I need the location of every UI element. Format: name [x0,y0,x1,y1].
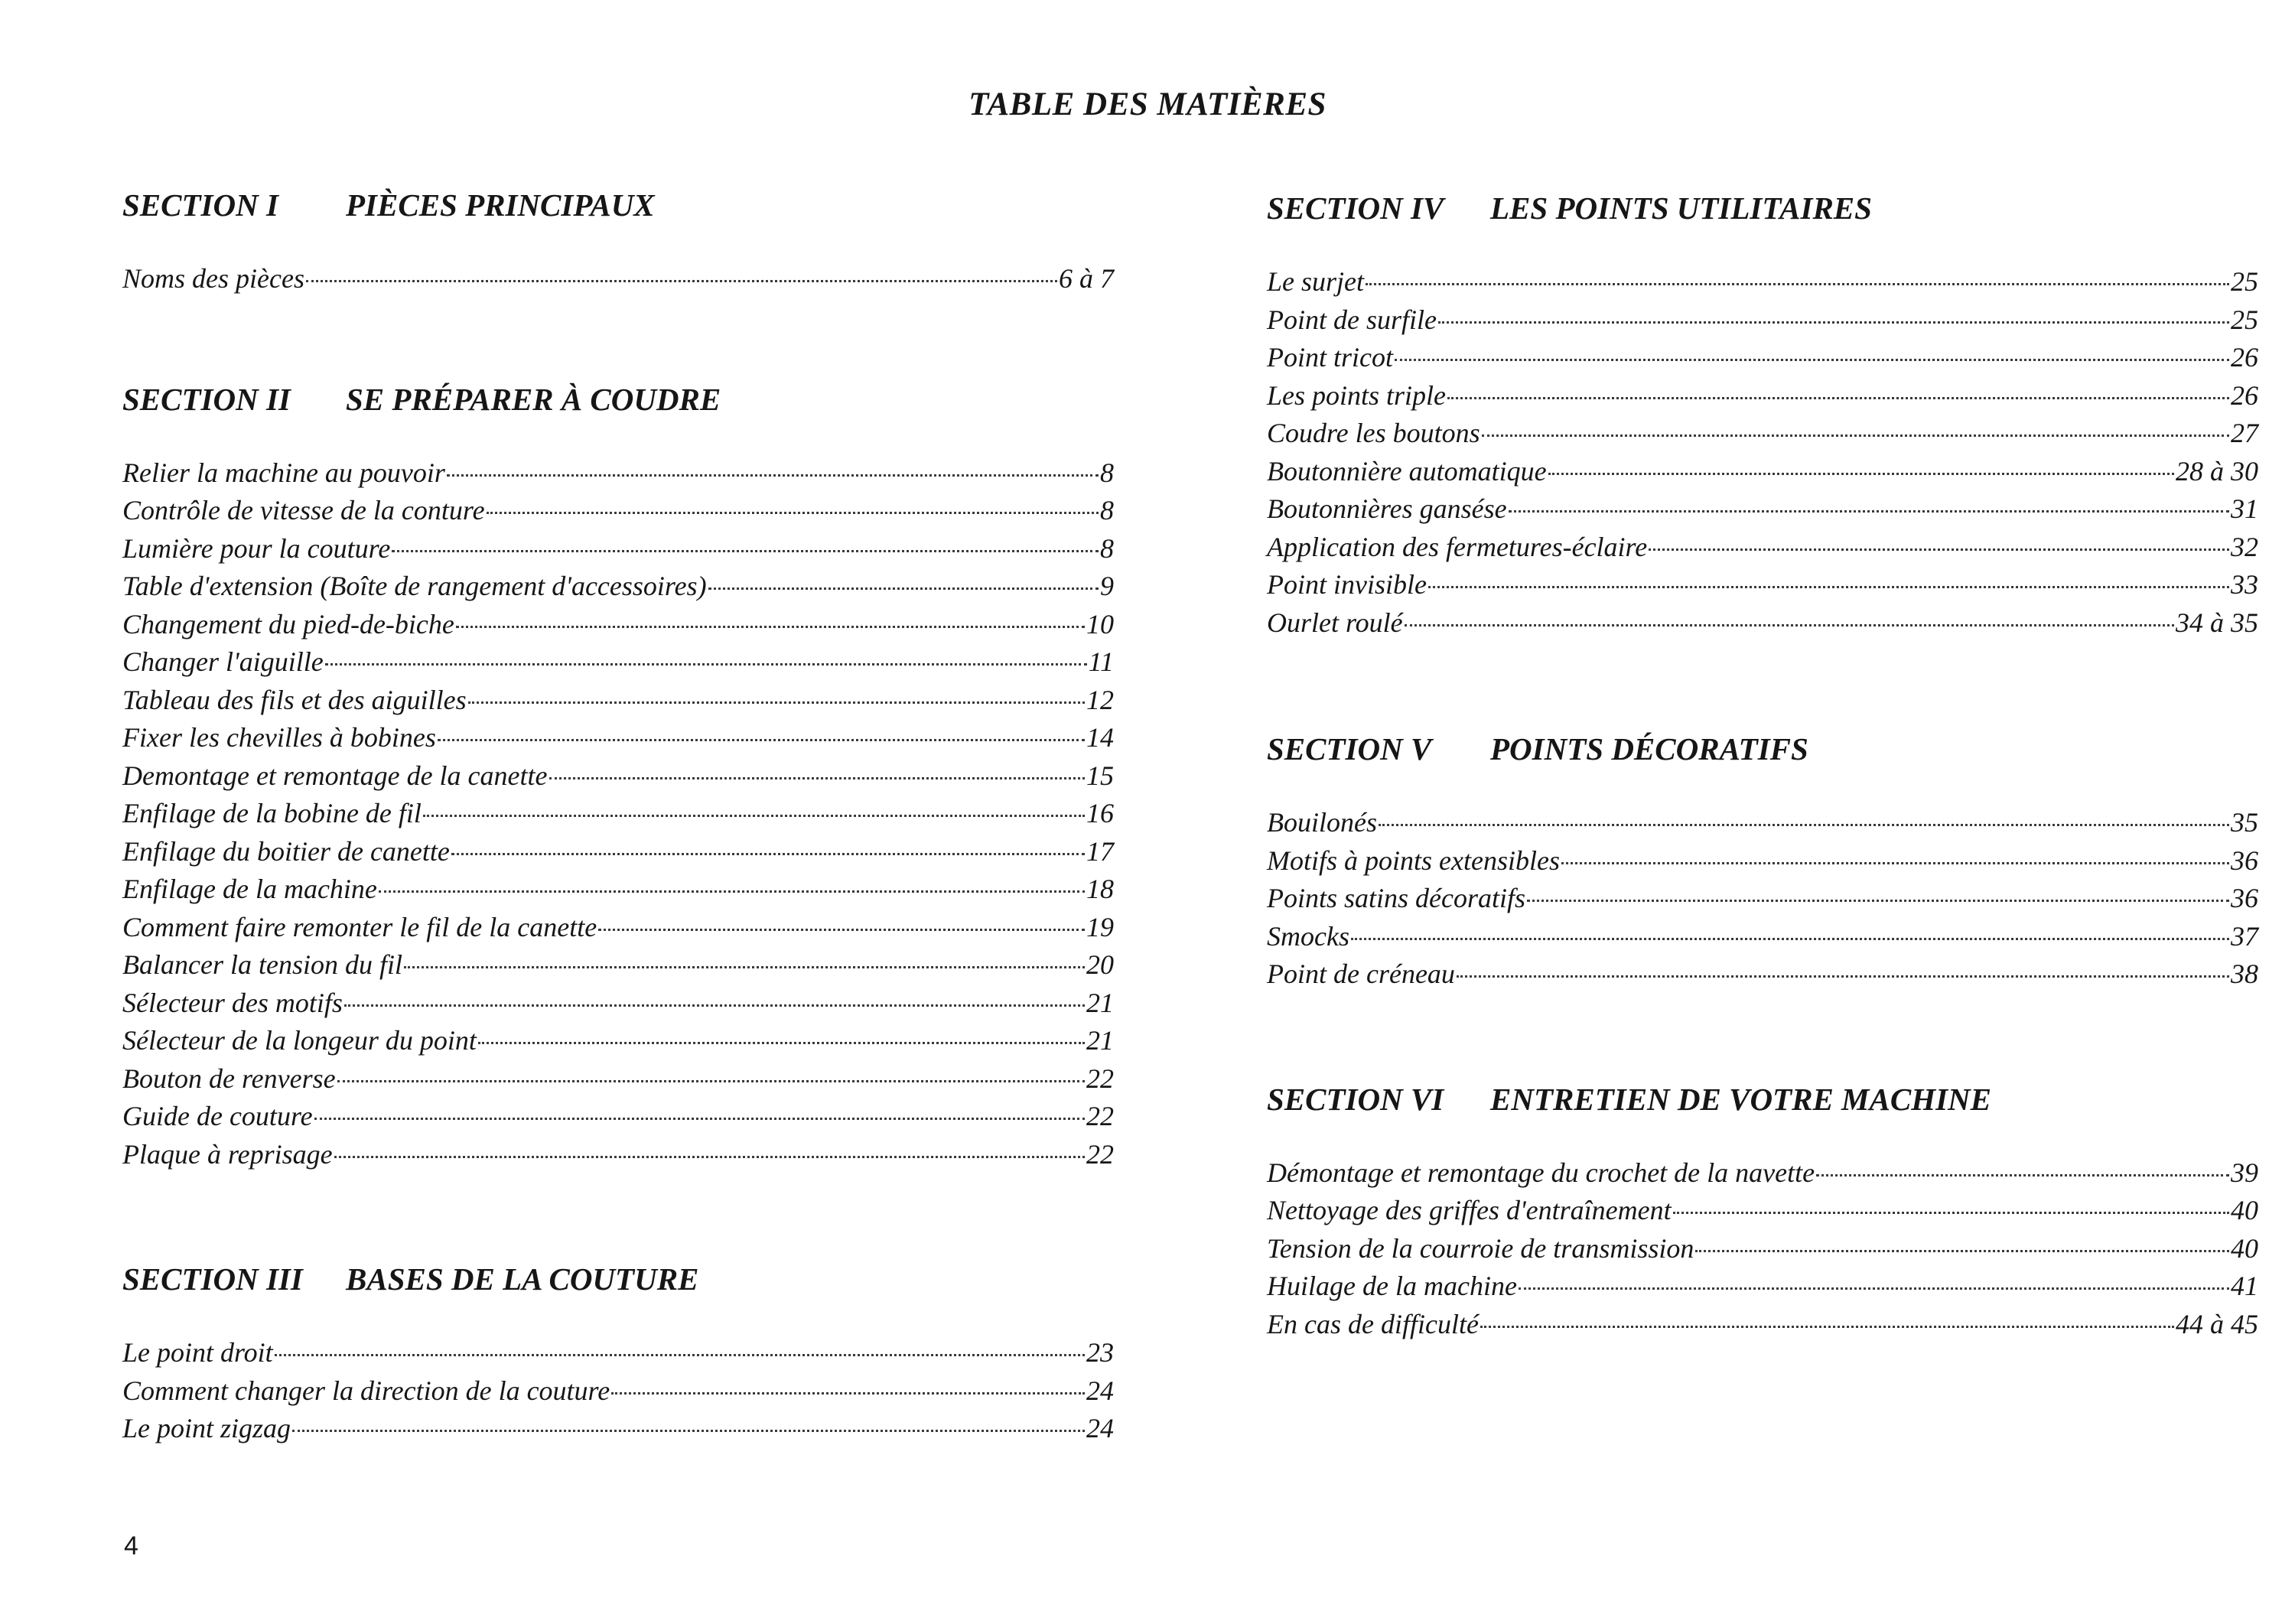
toc-entry-page: 12 [1086,684,1114,715]
dot-leader [379,890,1085,893]
page-number: 4 [124,1531,138,1561]
toc-entry-page: 37 [2231,920,2258,952]
toc-entry-page: 36 [2231,883,2258,913]
section-name: LES POINTS UTILITAIRES [1490,190,1872,226]
toc-entry-label: Enfilage de la machine [122,874,377,904]
toc-entry-page: 28 à 30 [2176,455,2258,487]
section-spacer [122,1173,1114,1256]
toc-entry [1267,880,2258,918]
toc-entry-page: 22 [1086,1063,1114,1094]
toc-entry-page: 41 [2231,1271,2258,1301]
toc-entry-page: 18 [1086,874,1114,904]
toc-entry-label: Coudre les boutons [1267,418,1480,448]
dot-leader [334,1156,1085,1158]
toc-entry-page: 21 [1086,987,1114,1018]
toc-entry [122,1334,1114,1372]
toc-section [122,1256,1114,1448]
toc-entry-label: Plaque à reprisage [122,1138,333,1170]
toc-entry [1267,263,2258,301]
toc-entry-page: 10 [1086,608,1114,640]
dot-leader [468,701,1085,704]
toc-entry-page: 11 [1088,646,1114,677]
toc-entry [122,492,1114,530]
section-heading [122,182,1114,228]
toc-entry-page: 39 [2231,1157,2258,1188]
dot-leader [1561,862,2229,864]
dot-leader [1695,1250,2229,1252]
toc-entry-label: Contrôle de vitesse de la conture [122,495,485,526]
toc-entry-label: Fixer les chevilles à bobines [122,722,436,753]
toc-entry-page: 19 [1086,911,1114,942]
dot-leader [478,1042,1085,1044]
toc-entry-page: 38 [2231,958,2258,989]
dot-leader [325,663,1087,666]
toc-entry-page: 24 [1086,1413,1114,1443]
section-name: POINTS DÉCORATIFS [1490,731,1808,766]
toc-entry-label: Motifs à points extensibles [1267,845,1560,876]
toc-entry-label: Boutonnières gansése [1267,493,1507,524]
toc-entry [122,909,1114,947]
section-name: BASES DE LA COUTURE [346,1261,699,1297]
toc-section [122,376,1114,1174]
section-spacer [1267,994,2258,1076]
section-heading [1267,1076,2258,1122]
toc-entry [1267,1268,2258,1306]
toc-entry-page: 35 [2231,807,2258,838]
dot-leader [1673,1212,2229,1214]
toc-entry-page: 25 [2231,304,2258,335]
toc-entry-label: Point invisible [1267,569,1427,600]
dot-leader [1379,824,2229,826]
section-name: SE PRÉPARER À COUDRE [346,381,721,417]
toc-entry [122,795,1114,833]
toc-entry-label: Le point droit [122,1337,273,1368]
section-number: SECTION IV [1267,190,1444,226]
toc-right-column [1267,185,2258,1343]
section-spacer [1267,642,2258,726]
dot-leader [598,929,1085,931]
page-title: TABLE DES MATIÈRES [968,86,1327,122]
toc-entry [122,1022,1114,1060]
toc-entry-label: Noms des pièces [122,263,304,294]
toc-entry-label: Nettoyage des griffes d'entraînement [1267,1195,1672,1225]
dot-leader [611,1392,1085,1395]
toc-entry [1267,955,2258,994]
toc-entry-label: Comment changer la direction de la couture [122,1375,610,1406]
toc-entry [1267,415,2258,453]
toc-entry-label: Point de surfile [1267,304,1437,335]
toc-entry-page: 14 [1086,722,1114,753]
toc-entry-page: 32 [2231,531,2258,562]
toc-entry-label: Points satins décoratifs [1267,883,1526,913]
toc-entry-page: 8 [1100,495,1114,526]
toc-entry-page: 27 [2231,418,2258,448]
dot-leader [292,1430,1085,1432]
toc-entry [122,946,1114,984]
toc-entry-page: 36 [2231,845,2258,876]
section-number: SECTION III [122,1261,303,1297]
toc-entry-page: 9 [1100,571,1114,601]
dot-leader [344,1004,1085,1007]
toc-entry [122,757,1114,796]
toc-entry-page: 23 [1086,1337,1114,1368]
toc-entry-label: Comment faire remonter le fil de la canette [122,911,597,942]
section-heading [1267,185,2258,231]
dot-leader [392,550,1099,552]
toc-entry-page: 6 à 7 [1059,263,1114,294]
dot-leader [549,777,1086,779]
section-number: SECTION V [1267,731,1432,766]
toc-entry [1267,529,2258,567]
dot-leader [1438,321,2229,324]
toc-entry [122,643,1114,682]
toc-entry-page: 31 [2231,493,2258,524]
toc-entry [1267,804,2258,842]
dot-leader [306,280,1057,282]
toc-entry-label: Le point zigzag [122,1413,291,1443]
toc-entry-page: 15 [1086,760,1114,791]
dot-leader [314,1118,1085,1120]
toc-entry [122,984,1114,1023]
dot-leader [404,966,1085,968]
dot-leader [423,815,1085,817]
toc-entry [122,1136,1114,1174]
toc-entry [1267,453,2258,491]
dot-leader [487,512,1099,514]
dot-leader [1395,359,2229,361]
toc-entry [122,454,1114,493]
toc-entry [1267,1306,2258,1344]
toc-entry-label: Les points triple [1267,379,1447,411]
dot-leader [451,853,1085,855]
toc-entry-page: 34 à 35 [2176,607,2258,638]
dot-leader [438,739,1085,741]
toc-entry-page: 25 [2231,266,2258,297]
toc-entry [1267,490,2258,529]
section-heading [122,1256,1114,1302]
toc-entry [122,682,1114,720]
dot-leader [1428,586,2229,588]
dot-leader [1405,624,2174,626]
toc-entry-page: 33 [2231,569,2258,600]
toc-entry-label: Bouilonés [1267,807,1377,838]
toc-left-column [122,182,1114,1448]
dot-leader [1351,938,2229,940]
section-heading [122,376,1114,422]
toc-entry-page: 24 [1086,1375,1114,1406]
toc-entry-label: Enfilage du boitier de canette [122,835,450,867]
toc-entry-label: Sélecteur des motifs [122,987,343,1018]
toc-entry [1267,377,2258,415]
toc-entry-page: 40 [2231,1232,2258,1264]
toc-entry-page: 22 [1086,1138,1114,1170]
toc-entry-label: Démontage et remontage du crochet de la navette [1267,1157,1815,1188]
toc-entry-page: 26 [2231,342,2258,373]
toc-entry-page: 26 [2231,379,2258,411]
dot-leader [275,1354,1085,1356]
toc-entry-label: Le surjet [1267,266,1365,297]
toc-entry-label: Enfilage de la bobine de fil [122,798,422,828]
dot-leader [1816,1174,2229,1177]
toc-entry [122,1098,1114,1136]
dot-leader [1457,975,2229,978]
toc-entry-label: Changer l'aiguille [122,646,324,677]
toc-entry [1267,604,2258,643]
toc-entry-label: Sélecteur de la longeur du point [122,1025,477,1056]
toc-entry [122,260,1114,298]
toc-entry [1267,842,2258,880]
toc-entry-page: 20 [1086,949,1114,980]
toc-entry [122,606,1114,644]
dot-leader [1366,283,2229,285]
toc-entry [122,568,1114,606]
dot-leader [708,587,1099,590]
section-heading [1267,726,2258,772]
toc-entry-page: 21 [1086,1025,1114,1056]
toc-entry-page: 40 [2231,1195,2258,1225]
toc-entry [1267,339,2258,377]
toc-section [1267,726,2258,994]
toc-entry-label: Table d'extension (Boîte de rangement d'accessoires) [122,571,707,601]
toc-entry-label: Tableau des fils et des aiguilles [122,684,467,715]
section-number: SECTION II [122,381,291,417]
toc-entry-page: 8 [1100,457,1114,488]
toc-entry [122,719,1114,757]
toc-entry-label: Lumière pour la couture [122,532,391,564]
toc-entry [1267,1230,2258,1268]
toc-entry-label: Demontage et remontage de la canette [122,760,548,791]
toc-entry [122,1372,1114,1411]
dot-leader [337,1080,1085,1082]
dot-leader [1447,397,2229,399]
toc-entry-label: Point tricot [1267,342,1393,373]
toc-entry-page: 8 [1100,532,1114,564]
toc-entry [1267,1154,2258,1193]
section-number: SECTION VI [1267,1081,1444,1117]
toc-entry-label: Huilage de la machine [1267,1271,1517,1301]
dot-leader [1519,1287,2229,1290]
toc-entry-label: Tension de la courroie de transmission [1267,1232,1694,1264]
toc-entry [122,1060,1114,1098]
section-name: PIÈCES PRINCIPAUX [346,187,655,223]
toc-entry-label: Balancer la tension du fil [122,949,402,980]
toc-entry-page: 17 [1086,835,1114,867]
section-number: SECTION I [122,187,278,223]
toc-entry [122,1410,1114,1448]
toc-entry-label: Relier la machine au pouvoir [122,457,445,488]
toc-entry [1267,301,2258,340]
dot-leader [1509,510,2229,513]
toc-entry-label: En cas de difficulté [1267,1308,1479,1339]
toc-entry [122,530,1114,568]
toc-entry [1267,1192,2258,1230]
dot-leader [1482,434,2229,437]
dot-leader [456,626,1085,628]
toc-section [1267,1076,2258,1344]
toc-entry-label: Application des fermetures-éclaire [1267,531,1648,562]
dot-leader [1527,900,2229,902]
toc-entry [1267,918,2258,956]
toc-entry-label: Ourlet roulé [1267,607,1403,638]
dot-leader [1480,1326,2174,1328]
toc-entry-label: Smocks [1267,920,1349,952]
toc-entry-page: 22 [1086,1101,1114,1131]
toc-entry [122,833,1114,871]
toc-entry-label: Point de créneau [1267,958,1455,989]
section-spacer [122,298,1114,376]
toc-entry-page: 44 à 45 [2176,1308,2258,1339]
toc-entry [1267,566,2258,604]
toc-entry-label: Bouton de renverse [122,1063,336,1094]
toc-entry-label: Changement du pied-de-biche [122,608,454,640]
dot-leader [1649,548,2229,551]
toc-entry-label: Boutonnière automatique [1267,455,1547,487]
toc-section [1267,185,2258,642]
dot-leader [447,474,1099,477]
toc-entry [122,871,1114,909]
toc-section [122,182,1114,298]
dot-leader [1548,473,2174,475]
section-name: ENTRETIEN DE VOTRE MACHINE [1490,1081,1991,1117]
toc-entry-page: 16 [1086,798,1114,828]
toc-entry-label: Guide de couture [122,1101,313,1131]
